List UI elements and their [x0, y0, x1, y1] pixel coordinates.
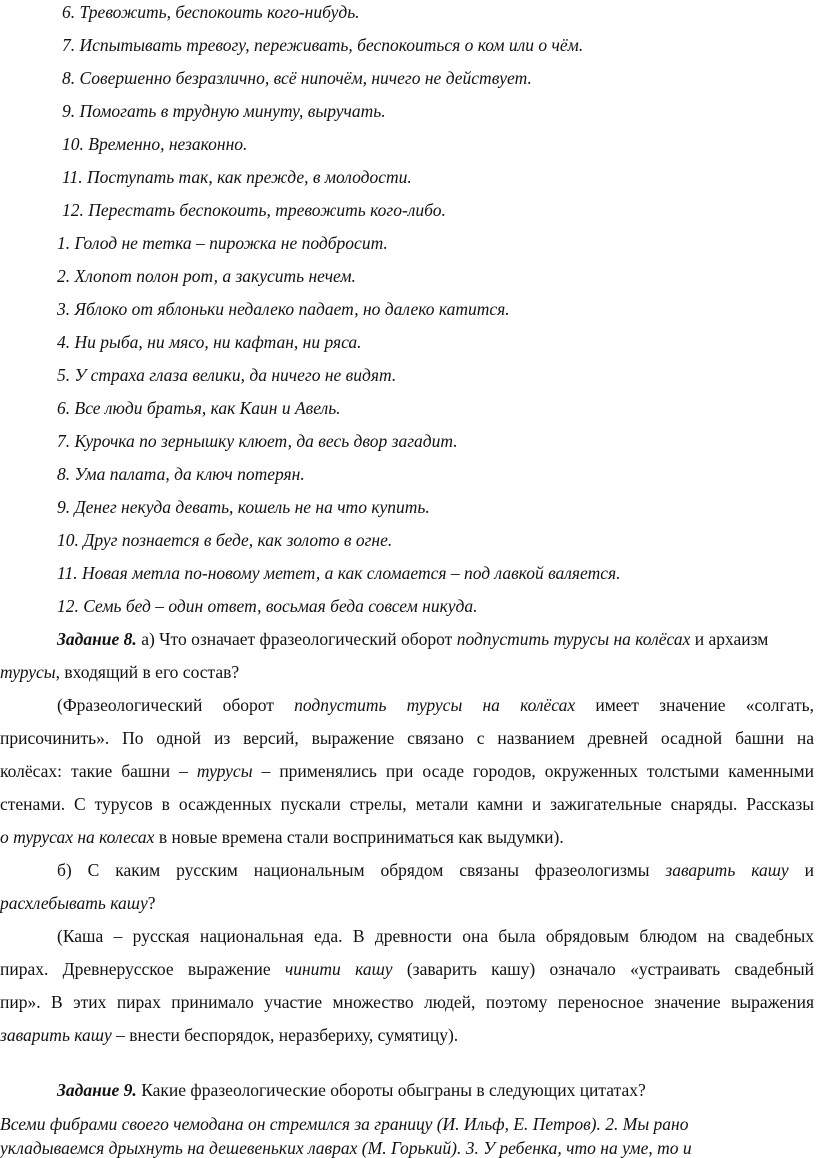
task8-question-a-cont: турусы, входящий в его состав? — [0, 662, 240, 682]
task8-answer-b-line: пир». В этих пирах принимало участие множество людей, поэтому переносное значение выражения — [0, 992, 814, 1012]
proverb-item: 12. Семь бед – один ответ, восьмая беда совсем никуда. — [57, 596, 478, 616]
task8-answer-b-line: пирах. Древнерусское выражение чинити кашу (заварить кашу) означало «устраивать свадебный — [0, 959, 814, 979]
proverb-item: 9. Денег некуда девать, кошель не на что купить. — [57, 497, 430, 517]
proverb-item: 4. Ни рыба, ни мясо, ни кафтан, ни ряса. — [57, 332, 362, 352]
proverb-item: 7. Курочка по зернышку клюет, да весь двор загадит. — [57, 431, 458, 451]
task8-question-a: Задание 8. а) Что означает фразеологический оборот подпустить турусы на колёсах и архаизм — [57, 629, 769, 649]
proverb-item: 3. Яблоко от яблоньки недалеко падает, но далеко катится. — [57, 299, 510, 319]
task8-question-b-cont: расхлебывать кашу? — [0, 893, 156, 913]
task8-answer-b-line: (Каша – русская национальная еда. В древности она была обрядовым блюдом на свадебных — [57, 926, 814, 946]
proverb-item: 8. Ума палата, да ключ потерян. — [57, 464, 305, 484]
proverb-item: 5. У страха глаза велики, да ничего не видят. — [57, 365, 397, 385]
task8-answer-a-line: стенами. С турусов в осажденных пускали стрелы, метали камни и зажигательные снаряды. Рассказы — [0, 794, 814, 814]
meaning-item: 7. Испытывать тревогу, переживать, беспокоиться о ком или о чём. — [62, 35, 584, 55]
task9-quote-line: Всеми фибрами своего чемодана он стремился за границу (И. Ильф, Е. Петров). 2. Мы рано — [0, 1114, 689, 1134]
proverb-item: 1. Голод не тетка – пирожка не подбросит. — [57, 233, 388, 253]
task9-label: Задание 9. — [57, 1080, 137, 1100]
task8-answer-a-line: (Фразеологический оборот подпустить турусы на колёсах имеет значение «солгать, — [57, 695, 814, 715]
task8-label: Задание 8. — [57, 629, 137, 649]
proverb-item: 10. Друг познается в беде, как золото в огне. — [57, 530, 393, 550]
task8-answer-a-line: присочинить». По одной из версий, выражение связано с названием древней осадной башни на — [0, 728, 814, 748]
meaning-item: 10. Временно, незаконно. — [62, 134, 248, 154]
meaning-item: 11. Поступать так, как прежде, в молодости. — [62, 167, 412, 187]
proverb-item: 11. Новая метла по-новому метет, а как сломается – под лавкой валяется. — [57, 563, 621, 583]
proverb-item: 6. Все люди братья, как Каин и Авель. — [57, 398, 341, 418]
task8-answer-a-line: о турусах на колесах в новые времена стали восприниматься как выдумки). — [0, 827, 564, 847]
task8-question-b: б) С каким русским национальным обрядом связаны фразеологизмы заварить кашу и — [57, 860, 814, 880]
proverb-item: 2. Хлопот полон рот, а закусить нечем. — [57, 266, 356, 286]
task8-answer-a-line: колёсах: такие башни – турусы – применялись при осаде городов, окруженных толстыми каменными — [0, 761, 814, 781]
meaning-item: 12. Перестать беспокоить, тревожить кого-либо. — [62, 200, 446, 220]
meaning-item: 8. Совершенно безразлично, всё нипочём, ничего не действует. — [62, 68, 532, 88]
task8-answer-b-line: заварить кашу – внести беспорядок, неразбериху, сумятицу). — [0, 1025, 459, 1045]
task9-quote-line: укладываемся дрыхнуть на дешевеньких лаврах (М. Горький). 3. У ребенка, что на уме, то и — [0, 1138, 692, 1158]
meaning-item: 9. Помогать в трудную минуту, выручать. — [62, 101, 386, 121]
task9-question: Задание 9. Какие фразеологические обороты обыграны в следующих цитатах? — [57, 1080, 646, 1100]
meaning-item: 6. Тревожить, беспокоить кого-нибудь. — [62, 2, 360, 22]
